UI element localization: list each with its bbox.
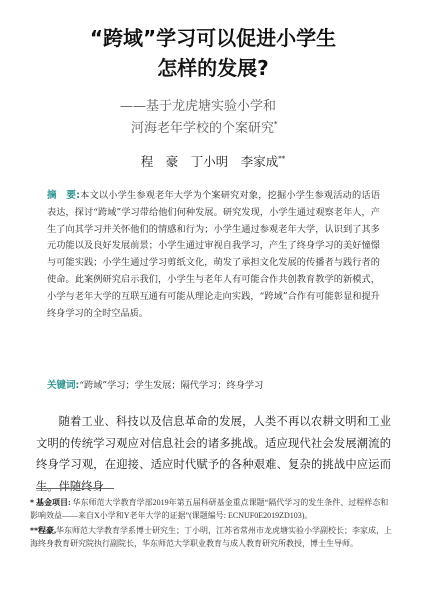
subtitle-line-2 — [131, 117, 278, 136]
paper-title-line-1: “跨域”学习可以促进小学生 — [89, 26, 337, 50]
keywords-text: “跨域”学习；学生发展；隔代学习；终身学习 — [79, 380, 264, 391]
footnote-funding-label: * 基金项目: — [30, 498, 71, 507]
footnote-funding — [30, 497, 392, 522]
subtitle-line-1: ——基于龙虎塘实验小学和 — [120, 99, 277, 114]
author-footnote-mark: ** — [278, 154, 286, 163]
body-paragraph: 随着工业、科技以及信息革命的发展，人类不再以农耕文明和工业文明的传统学习观应对信息社会的诸多挑战。适应现代社会发展潮流的终身学习观，在迎接、适应时代赋予的各种艰难、复杂的挑战中应运而生。伴随终身 — [36, 416, 391, 493]
paper-title-line-2: 怎样的发展? — [157, 56, 269, 80]
abstract-label: 摘 要: — [47, 190, 80, 201]
abstract — [47, 188, 380, 322]
footnote-authors-text: 华东师范大学教育学系博士研究生；丁小明，江苏省常州市龙虎塘实验小学副校长；李家成，上海终身教育研究院执行副院长，华东师范大学职业教育与成人教育研究所教授，博士生导师。 — [30, 526, 392, 548]
authors — [0, 152, 426, 170]
footnote-authors-label: **程豪, — [30, 526, 56, 535]
footnote-divider — [36, 488, 114, 489]
footnotes — [30, 497, 392, 553]
footnote-funding-text: 华东师范大学教育学部2019年第五届科研基金重点课题“隔代学习的发生条件、过程样态和影响效益——来自X小学和Y老年大学的证据”(课题编号: ECNUF0E2019ZD103)。 — [30, 498, 389, 520]
subtitle-line-2-text: 河海老年学校的个案研究 — [131, 121, 275, 136]
footnote-authors — [30, 525, 392, 550]
abstract-text: 本文以小学生参观老年大学为个案研究对象，挖掘小学生参观活动的话语表达，探讨“跨域”学习带给他们何种发展。研究发现，小学生通过观察老年人，产生了向其学习并关怀他们的情感和行为；小学生通过参观老年大学，认识到了其多元功能以及良好发展前景；小学生通过审视自我学习，产生了终身学习的美好憧憬与可能实践；小学生通过学习剪纸文化，萌发了承担文化发展的传播者与践行者的使命。此案例研究启示我们，小学生与老年人有可能合作共创教育教学的新模式，小学与老年大学的互联互通有可能从理论走向实践，“跨域”合作有可能彰显和提升终身学习的全时空品质。 — [47, 190, 380, 319]
keywords-label: 关键词: — [47, 380, 80, 391]
subtitle-footnote-mark: * — [274, 120, 278, 129]
keywords — [47, 377, 387, 391]
author-names: 程 豪 丁小明 李家成 — [140, 154, 279, 169]
